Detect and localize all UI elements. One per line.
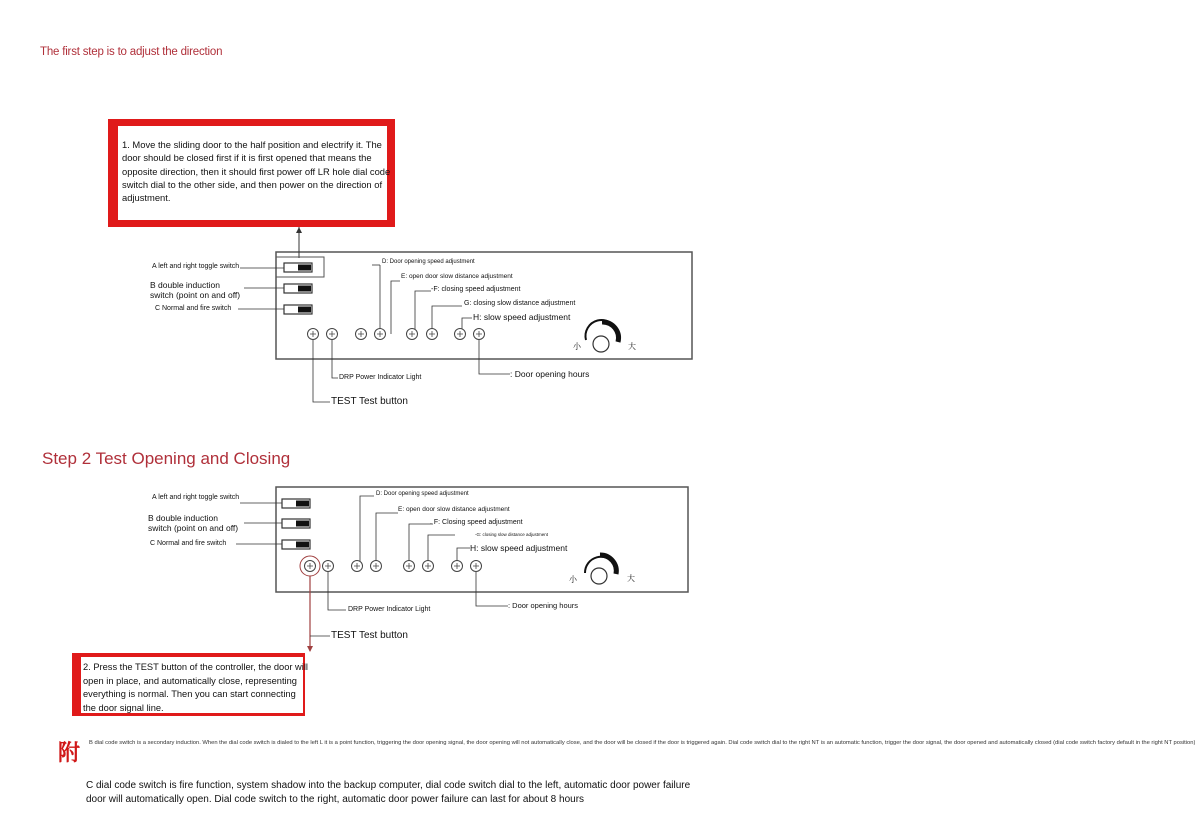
label-g-step2: -G: closing slow distance adjustment xyxy=(475,532,549,537)
knob-dial-step1 xyxy=(593,336,609,352)
label-switch-a: A left and right toggle switch xyxy=(152,263,240,270)
step1-instruction-text: 1. Move the sliding door to the half position and electrify it. The door should be closed first if it is first opened that means the opposite direction, then it should first power off LR hole dial code switch dial to the other side, and then power on the direction of adjustment. xyxy=(122,139,391,204)
label-test: TEST Test button xyxy=(331,396,408,407)
label-switch-b-line1: B double induction xyxy=(150,280,220,290)
label-switch-c: C Normal and fire switch xyxy=(155,305,232,312)
step1-controller-panel xyxy=(276,227,692,359)
step1-switches xyxy=(284,263,312,314)
appendix-c-note: C dial code switch is fire function, system shadow into the backup computer, dial code switch dial to the left, automatic door power failure door will automatically open. Dial code switch to the right, automatic door power failure can last for about 8 hours xyxy=(86,780,691,805)
label-switch-c-step2: C Normal and fire switch xyxy=(150,540,227,547)
label-test-step2: TEST Test button xyxy=(331,630,408,641)
switch-c-knob xyxy=(298,307,311,313)
switch-a-knob xyxy=(298,265,311,271)
label-g: G: closing slow distance adjustment xyxy=(464,300,576,307)
label-switch-b xyxy=(150,280,240,300)
step2-knob xyxy=(585,555,616,584)
label-d-step2: D: Door opening speed adjustment xyxy=(376,491,469,497)
step2-instruction-box xyxy=(72,653,308,716)
label-switch-b-line2: switch (point on and off) xyxy=(150,290,241,300)
label-f-step2: . F: Closing speed adjustment xyxy=(430,519,523,526)
step2-instruction-text: 2. Press the TEST button of the controller, the door will open in place, and automatically close, representing everything is normal. Then you can start connecting the door signal line. xyxy=(83,662,308,713)
label-h-step2: H: slow speed adjustment xyxy=(470,543,568,553)
step1-knob xyxy=(585,320,618,352)
step1-title: The first step is to adjust the direction xyxy=(40,46,223,58)
label-hours-step2: : Door opening hours xyxy=(508,601,579,610)
label-drp: DRP Power Indicator Light xyxy=(339,374,422,381)
knob-label-small: 小 xyxy=(573,342,581,351)
label-h: H: slow speed adjustment xyxy=(473,312,571,322)
label-f: -F: closing speed adjustment xyxy=(431,286,521,293)
knob-label-large: 大 xyxy=(628,342,636,351)
label-e: E: open door slow distance adjustment xyxy=(401,273,513,280)
step2-title: Step 2 Test Opening and Closing xyxy=(42,449,291,468)
switch-b-knob xyxy=(298,286,311,292)
appendix-mark: 附 xyxy=(58,741,81,766)
label-d: D: Door opening speed adjustment xyxy=(382,259,475,265)
label-e-step2: E: open door slow distance adjustment xyxy=(398,506,510,513)
label-drp-step2: DRP Power Indicator Light xyxy=(348,606,431,613)
step2-leader-lines xyxy=(236,496,508,610)
knob-label-small-step2: 小 xyxy=(569,575,577,584)
appendix-b-note: B dial code switch is a secondary induction. When the dial code switch is dialed to the left L it is a point function, triggering the door opening signal, the door opening will not automatically close, and the door will be closed if the door is triggered again. Dial code switch dial to the right NT is an automatic function, trigger the door signal, the door opened and automatically closed (dial code switch factory default in the right NT position) xyxy=(89,740,1195,746)
label-switch-b-line1-step2: B double induction xyxy=(148,513,218,523)
label-switch-b-line2-step2: switch (point on and off) xyxy=(148,523,239,533)
label-switch-b-step2 xyxy=(148,513,238,533)
knob-label-large-step2: 大 xyxy=(627,574,635,583)
label-hours: : Door opening hours xyxy=(510,369,590,379)
step2-switches xyxy=(282,499,310,549)
label-switch-a-step2: A left and right toggle switch xyxy=(152,494,240,501)
